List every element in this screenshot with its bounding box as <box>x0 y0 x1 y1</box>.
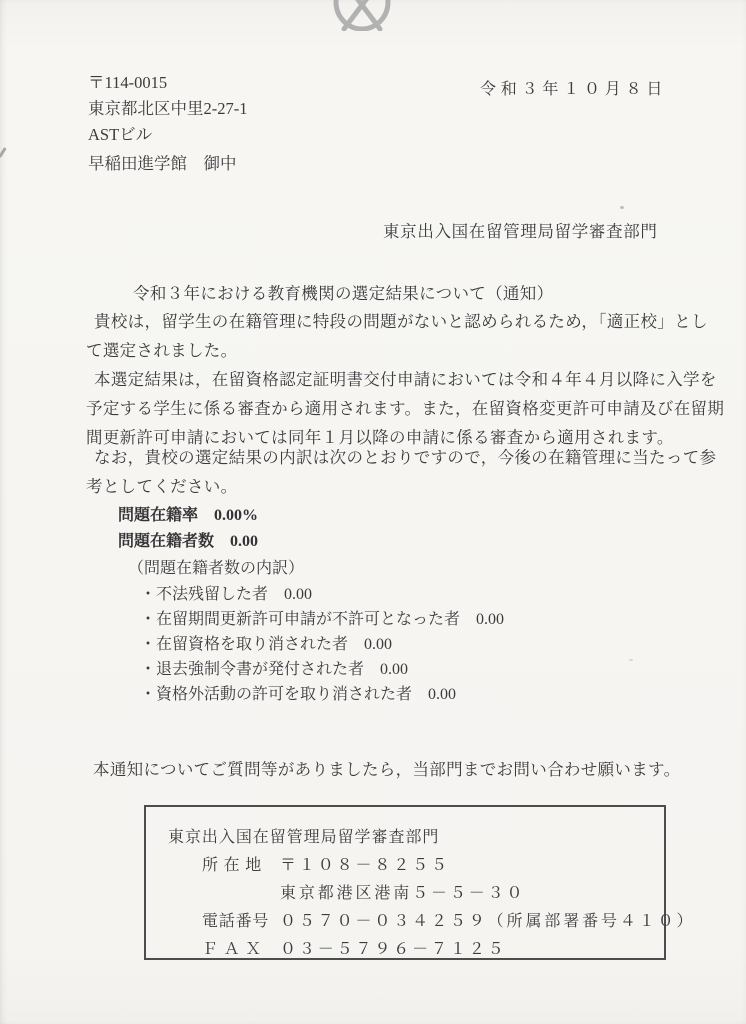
contact-postal: 〒１０８－８２５５ <box>280 857 450 874</box>
stat-value: 0.00 <box>428 686 457 703</box>
contact-department: 東京出入国在留管理局留学審査部門 <box>168 829 440 846</box>
stat-value: 0.00 <box>476 611 505 628</box>
stat-value: 0.00% <box>214 507 259 524</box>
stat-value: 0.00 <box>230 533 259 550</box>
statistics-list <box>118 503 504 707</box>
recipient-postal-code: 〒114-0015 <box>88 73 168 92</box>
contact-label: Ｆ Ａ Ｘ <box>202 941 263 958</box>
stat-value: 0.00 <box>284 586 313 603</box>
stat-breakdown-header: （問題在籍者数の内訳） <box>128 560 305 577</box>
paragraph-line: なお，貴校の選定結果の内訳は次のとおりですので，今後の在籍管理に当たって参 <box>94 448 717 467</box>
stat-breakdown-item <box>140 657 504 682</box>
stat-label: ・在留期間更新許可申請が不許可となった者 <box>140 611 461 628</box>
scan-artifact-speck <box>0 147 7 158</box>
paragraph-line: 本選定結果は，在留資格認定証明書交付申請においては令和４年４月以降に入学を <box>94 370 717 389</box>
recipient-address-block <box>88 70 248 177</box>
contact-fax: ０３－５７９６－７１２５ <box>280 941 507 958</box>
paragraph-application-scope <box>86 365 724 452</box>
sender-department: 東京出入国在留管理局留学審査部門 <box>383 222 658 241</box>
stat-label: ・資格外活動の許可を取り消された者 <box>140 686 413 703</box>
stat-label: 問題在籍者数 <box>118 533 215 550</box>
stat-label: ・不法残留した者 <box>140 586 269 603</box>
paragraph-line: 間更新許可申請においては同年１月以降の申請に係る審査から適用されます。 <box>86 428 674 447</box>
stat-breakdown-item <box>140 582 504 607</box>
contact-address-row <box>168 852 664 880</box>
contact-phone-row <box>168 908 696 936</box>
stat-breakdown-list <box>118 582 504 707</box>
stat-label: ・退去強制令書が発付された者 <box>140 661 365 678</box>
stat-label: 問題在籍率 <box>118 507 199 524</box>
paragraph-line: 予定する学生に係る審査から適用されます。また，在留資格変更許可申請及び在留期 <box>86 399 725 418</box>
paragraph-line: て選定されました。 <box>86 341 238 360</box>
contact-address-row2 <box>168 880 664 908</box>
contact-fax-row <box>168 936 664 964</box>
contact-label: 所 在 地 <box>202 857 263 874</box>
contact-label: 電話番号 <box>202 913 270 930</box>
stat-problem-count <box>118 529 504 555</box>
paragraph-line: 貴校は，留学生の在籍管理に特段の問題がないと認められるため，「適正校」とし <box>94 312 708 331</box>
letter-date: 令和３年１０月８日 <box>480 81 668 98</box>
stat-problem-rate <box>118 503 504 529</box>
recipient-name: 早稲田進学館 御中 <box>88 154 237 173</box>
contact-info-box <box>144 805 696 960</box>
paragraph-selection-result <box>86 307 708 365</box>
ministry-seal-icon <box>331 0 393 31</box>
closing-line: 本通知についてご質問等がありましたら，当部門までお問い合わせ願います。 <box>93 760 681 779</box>
contact-phone: ０５７０－０３４２５９（所属部署番号４１０） <box>280 913 696 930</box>
scan-artifact-speck <box>629 659 633 661</box>
contact-street: 東京都港区港南５－５－３０ <box>280 885 526 902</box>
stat-breakdown-item <box>140 607 504 632</box>
stat-breakdown-item <box>140 682 504 707</box>
recipient-address-line2: ASTビル <box>88 125 153 144</box>
paragraph-line: 考としてください。 <box>86 477 238 496</box>
recipient-address-line1: 東京都北区中里2-27-1 <box>88 99 248 118</box>
stat-breakdown-item <box>140 632 504 657</box>
stat-label: ・在留資格を取り消された者 <box>140 636 349 653</box>
paragraph-breakdown-intro <box>86 443 716 501</box>
scan-artifact-speck <box>620 206 624 209</box>
letter-subject: 令和３年における教育機関の選定結果について（通知） <box>133 284 554 303</box>
stat-value: 0.00 <box>364 636 393 653</box>
stat-value: 0.00 <box>380 661 409 678</box>
